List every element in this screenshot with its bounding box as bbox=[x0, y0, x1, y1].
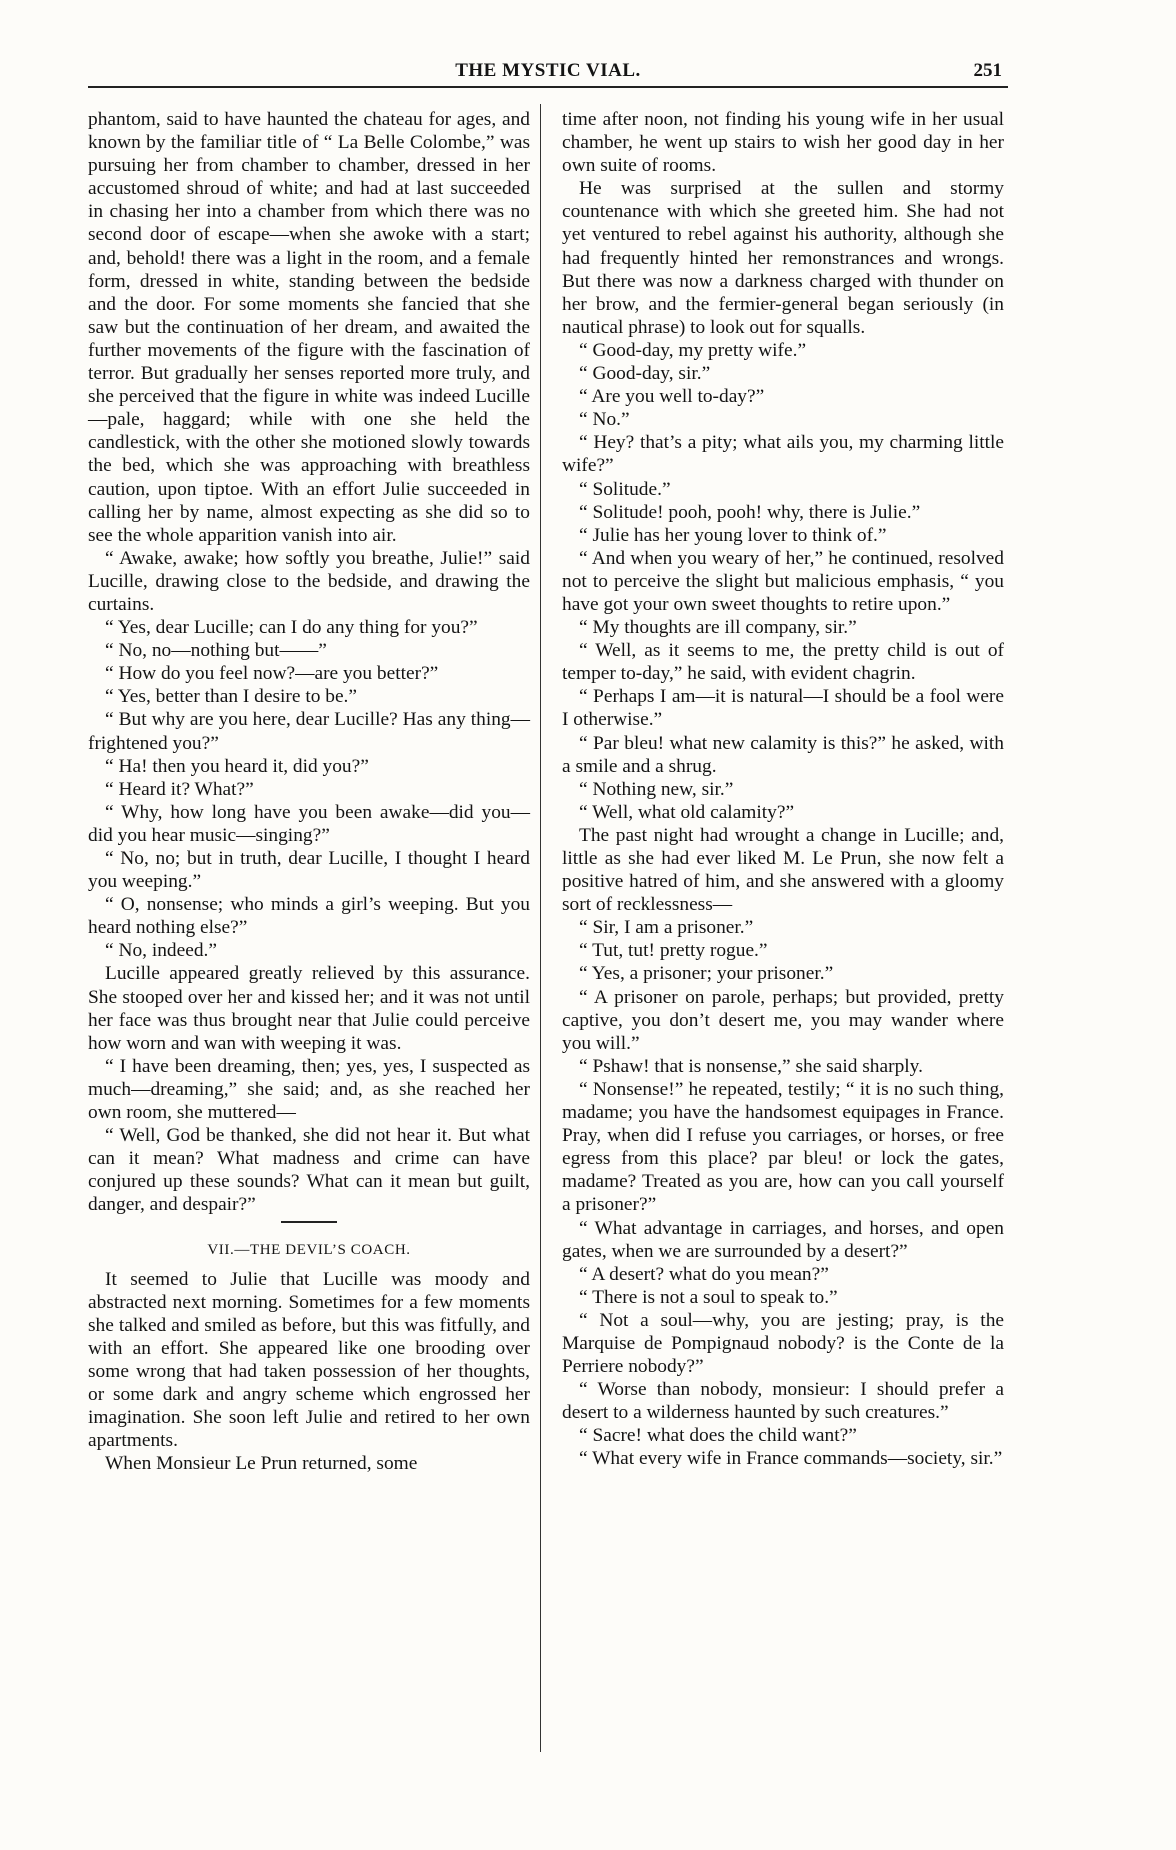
paragraph: “ Yes, dear Lucille; can I do any thing for you?” bbox=[105, 617, 478, 639]
paragraph: “ A prisoner on parole, perhaps; but provided, pretty captive, you don’t desert me, you may wander where you will.” bbox=[562, 986, 1004, 1054]
paragraph: “ There is not a soul to speak to.” bbox=[579, 1286, 838, 1308]
paragraph: “ I have been dreaming, then; yes, yes, I suspected as much—dreaming,” she said; and, as she reached her own room, she muttered— bbox=[88, 1055, 530, 1124]
paragraph: “ Perhaps I am—it is natural—I should be a fool were I otherwise.” bbox=[562, 686, 1004, 731]
paragraph: The past night had wrought a change in Lucille; and, little as she had ever liked M. Le Prun, she now felt a positive hatred of him, and she answered with a gloomy sort of recklessness— bbox=[562, 824, 1004, 916]
paragraph: “ No, no—nothing but——” bbox=[105, 640, 327, 662]
paragraph: It seemed to Julie that Lucille was moody and abstracted next morning. Sometimes for a few moments she talked and smiled as before, but this was fitfully, and with an effort. She appeared like one brooding over some wrong that had taken possession of her thoughts, or some dark and angry scheme which engrossed her imagination. She soon left Julie and retired to her own apartments. bbox=[88, 1268, 530, 1452]
paragraph: “ Pshaw! that is nonsense,” she said sharply. bbox=[579, 1055, 923, 1077]
paragraph: “ Nonsense!” he repeated, testily; “ it is no such thing, madame; you have the handsomest equipages in France. Pray, when did I refuse you carriages, or horses, or free egress from this place? par bleu! or lock the gates, madame? Treated as you are, how can you call yourself a prisoner?” bbox=[562, 1078, 1004, 1216]
paragraph: When Monsieur Le Prun returned, some bbox=[105, 1453, 418, 1475]
paragraph: “ Sacre! what does the child want?” bbox=[579, 1425, 857, 1447]
paragraph: “ Solitude.” bbox=[579, 478, 671, 500]
paragraph: “ O, nonsense; who minds a girl’s weeping. But you heard nothing else?” bbox=[88, 894, 530, 939]
left-column bbox=[88, 108, 530, 1475]
paragraph: “ Worse than nobody, monsieur: I should prefer a desert to a wilderness haunted by such creatures.” bbox=[562, 1379, 1004, 1424]
paragraph: phantom, said to have haunted the chateau for ages, and known by the familiar title of “ La Belle Colombe,” was pursuing her from chamber to chamber, dressed in her accustomed shroud of white; and had at last succeeded in chasing her into a chamber from which there was no second door of escape—when she awoke with a start; and, behold! there was a light in the room, and a female form, dressed in white, standing between the bedside and the door. For some moments she fancied that she saw but the continuation of her dream, and awaited the further movements of the figure with the fascination of terror. But gradually her senses reported more truly, and she perceived that the figure in white was indeed Lucille—pale, haggard; while with one she held the candlestick, with the other she motioned slowly towards the bed, which she was approaching with breathless caution, upon tiptoe. With an effort Julie succeeded in calling her by name, almost expecting as she did so to see the whole apparition vanish into air. bbox=[88, 109, 530, 546]
paragraph: “ Nothing new, sir.” bbox=[579, 778, 734, 800]
paragraph: “ Well, what old calamity?” bbox=[579, 801, 795, 823]
running-title: THE MYSTIC VIAL. bbox=[455, 60, 641, 81]
paragraph: “ How do you feel now?—are you better?” bbox=[105, 663, 439, 685]
paragraph: “ Good-day, my pretty wife.” bbox=[579, 339, 807, 361]
paragraph: time after noon, not finding his young wife in her usual chamber, he went up stairs to wish her good day in her own suite of rooms. bbox=[562, 109, 1004, 177]
paragraph: “ Hey? that’s a pity; what ails you, my charming little wife?” bbox=[562, 432, 1004, 477]
paragraph: “ What advantage in carriages, and horses, and open gates, when we are surrounded by a desert?” bbox=[562, 1217, 1004, 1262]
paragraph: “ Why, how long have you been awake—did you—did you hear music—singing?” bbox=[88, 801, 530, 846]
paragraph: “ Not a soul—why, you are jesting; pray, is the Marquise de Pompignaud nobody? is the Conte de la Perriere nobody?” bbox=[562, 1309, 1004, 1378]
paragraph: “ Solitude! pooh, pooh! why, there is Julie.” bbox=[579, 501, 921, 523]
paragraph: “ Awake, awake; how softly you breathe, Julie!” said Lucille, drawing close to the bedside, and drawing the curtains. bbox=[88, 547, 530, 615]
paragraph: “ But why are you here, dear Lucille? Has any thing—frightened you?” bbox=[88, 709, 530, 754]
paragraph: “ Yes, a prisoner; your prisoner.” bbox=[579, 963, 834, 985]
paragraph: “ A desert? what do you mean?” bbox=[579, 1263, 829, 1285]
paragraph: “ Heard it? What?” bbox=[105, 778, 254, 800]
paragraph: “ Julie has her young lover to think of.” bbox=[579, 524, 887, 546]
paragraph: “ My thoughts are ill company, sir.” bbox=[579, 617, 857, 639]
paragraph: “ No, no; but in truth, dear Lucille, I thought I heard you weeping.” bbox=[88, 848, 530, 893]
paragraph: “ Are you well to-day?” bbox=[579, 386, 765, 408]
paragraph: “ No, indeed.” bbox=[105, 940, 217, 962]
paragraph: “ Yes, better than I desire to be.” bbox=[105, 686, 358, 708]
right-column bbox=[562, 108, 1004, 1471]
section-heading: VII.—THE DEVIL’S COACH. bbox=[207, 1241, 411, 1258]
paragraph: “ Good-day, sir.” bbox=[579, 363, 711, 385]
paragraph: “ No.” bbox=[579, 409, 630, 431]
paragraph: “ Well, God be thanked, she did not hear it. But what can it mean? What madness and crime can have conjured up these sounds? What can it mean but guilt, danger, and despair?” bbox=[88, 1125, 530, 1216]
paragraph: “ And when you weary of her,” he continued, resolved not to perceive the slight but malicious emphasis, “ you have got your own sweet thoughts to retire upon.” bbox=[562, 547, 1004, 615]
paragraph: “ Sir, I am a prisoner.” bbox=[579, 917, 754, 939]
running-header bbox=[88, 56, 1008, 88]
paragraph: Lucille appeared greatly relieved by this assurance. She stooped over her and kissed her; and it was not until her face was thus brought near that Julie could perceive how worn and wan with weeping it was. bbox=[88, 963, 530, 1054]
paragraph: “ Well, as it seems to me, the pretty child is out of temper to-day,” he said, with evident chagrin. bbox=[562, 640, 1004, 685]
paragraph: “ What every wife in France commands—society, sir.” bbox=[579, 1448, 1003, 1470]
paragraph: “ Tut, tut! pretty rogue.” bbox=[579, 940, 768, 962]
section-divider bbox=[281, 1221, 337, 1223]
paragraph: He was surprised at the sullen and stormy countenance with which she greeted him. She had not yet ventured to rebel against his authority, although she had frequently hinted her remonstrances and wrongs. But there was now a darkness charged with thunder on her brow, and the fermier-general began seriously (in nautical phrase) to look out for squalls. bbox=[562, 178, 1004, 338]
paragraph: “ Ha! then you heard it, did you?” bbox=[105, 755, 369, 777]
page-number: 251 bbox=[973, 60, 1002, 81]
column-divider bbox=[540, 104, 541, 1752]
paragraph: “ Par bleu! what new calamity is this?” he asked, with a smile and a shrug. bbox=[562, 732, 1004, 777]
